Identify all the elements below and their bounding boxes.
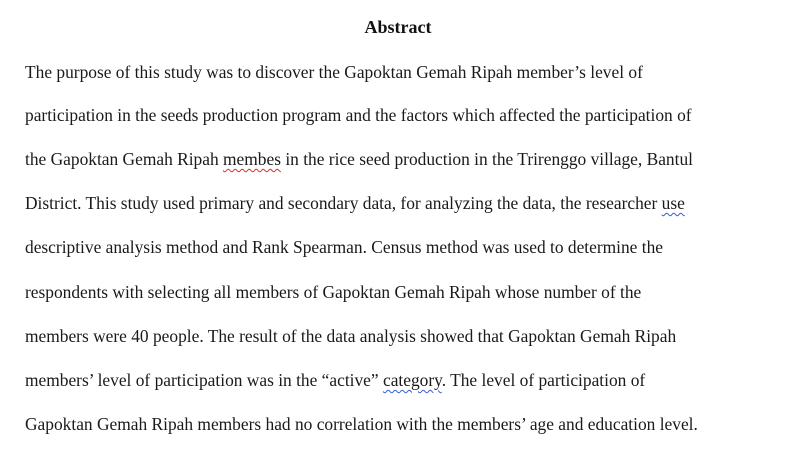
abstract-line-3 (25, 147, 693, 171)
grammar-flag-word[interactable]: use (661, 193, 685, 213)
spelling-error-word[interactable]: membes (223, 149, 281, 169)
abstract-line-7: members were 40 people. The result of the data analysis showed that Gapoktan Gemah Ripah (25, 326, 677, 346)
abstract-line-8 (25, 368, 645, 392)
line-8-text-after: . The level of participation of (441, 370, 646, 390)
abstract-line-1: The purpose of this study was to discover the Gapoktan Gemah Ripah member’s level of (25, 62, 643, 82)
abstract-line-6: respondents with selecting all members of Gapoktan Gemah Ripah whose number of the (25, 282, 642, 302)
abstract-line-4 (25, 191, 685, 215)
line-3-text-after: in the rice seed production in the Trirenggo village, Bantul (280, 149, 693, 169)
abstract-line-9: Gapoktan Gemah Ripah members had no correlation with the members’ age and education level. (25, 414, 698, 434)
abstract-line-5: descriptive analysis method and Rank Spearman. Census method was used to determine the (25, 237, 663, 257)
line-4-text-before: District. This study used primary and secondary data, for analyzing the data, the researcher (25, 193, 662, 213)
abstract-heading: Abstract (364, 17, 432, 37)
line-8-text-before: members’ level of participation was in the “active” (25, 370, 383, 390)
line-3-text-before: the Gapoktan Gemah Ripah (25, 149, 224, 169)
abstract-line-2: participation in the seeds production program and the factors which affected the participation of (25, 105, 692, 125)
grammar-flag-phrase[interactable]: category (382, 370, 442, 390)
